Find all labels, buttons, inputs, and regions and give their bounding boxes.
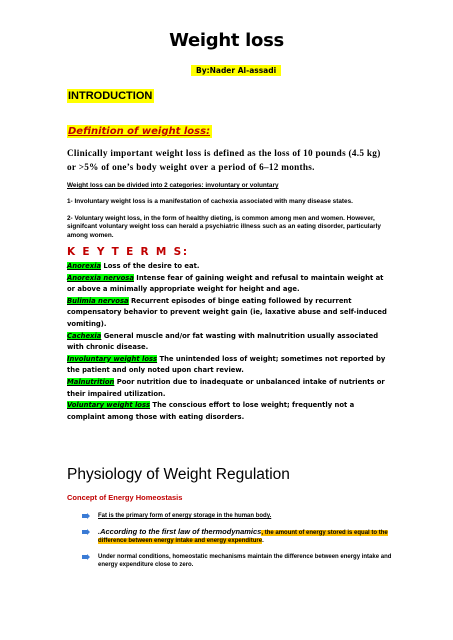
key-terms-list (67, 261, 387, 423)
arrow-bullet-icon (82, 529, 90, 535)
key-term-definition: Poor nutrition due to inadequate or unbalanced intake of nutrients or their impaired utilization. (67, 377, 385, 398)
bullet-tail-text: . (262, 538, 264, 544)
key-term-definition: General muscle and/or fat wasting with malnutrition usually associated with chronic disease. (67, 331, 379, 352)
key-term (67, 331, 387, 354)
definition-line-2: or >5% of one’s body weight over a period of 6–12 months. (67, 162, 315, 172)
key-term (67, 400, 387, 423)
key-term (67, 261, 387, 273)
key-term-name: Bulimia nervosa (67, 296, 129, 305)
definition-heading: Definition of weight loss: (68, 126, 211, 137)
bullet-lead-text: .According to the first law of thermodynamics (98, 527, 262, 536)
key-term-definition: Intense fear of gaining weight and refusal to maintain weight at or above a minimally appropriate weight for height and age. (67, 273, 384, 294)
arrow-bullet-icon (82, 513, 90, 519)
key-term-definition: The unintended loss of weight; sometimes not reported by the patient and only noted upon chart review. (67, 354, 386, 375)
key-term-definition: Recurrent episodes of binge eating followed by recurrent compensatory behavior to prevent weight gain (ie, laxative abuse and self-induced vomiting). (67, 296, 387, 328)
energy-homeostasis-heading: Concept of Energy Homeostasis (67, 493, 183, 502)
involuntary-paragraph: 1- Involuntary weight loss is a manifestation of cachexia associated with many disease states. (67, 198, 353, 205)
key-term-name: Voluntary weight loss (67, 401, 151, 410)
bullet-highlight-text: , the amount of energy stored is equal to the difference between energy intake and energy expenditure (98, 530, 388, 544)
bullet-item (82, 553, 392, 571)
key-term (67, 354, 387, 377)
bullet-item (82, 528, 392, 548)
introduction-heading: INTRODUCTION (68, 90, 153, 102)
key-term (67, 273, 387, 296)
document-title: Weight loss (169, 30, 284, 51)
key-term-definition: Loss of the desire to eat. (101, 262, 200, 270)
definition-line-1: Clinically important weight loss is defined as the loss of 10 pounds (4.5 kg) (67, 148, 381, 158)
key-term-name: Cachexia (67, 331, 102, 340)
key-term-definition: The conscious effort to lose weight; frequently not a complaint among those with eating disorders. (67, 401, 355, 421)
physiology-heading: Physiology of Weight Regulation (67, 466, 290, 483)
key-term (67, 377, 387, 400)
categories-line: Weight loss can be divided into 2 categories: involuntary or voluntary (67, 182, 279, 189)
arrow-bullet-icon (82, 554, 90, 560)
voluntary-paragraph: 2- Voluntary weight loss, in the form of healthy dieting, is common among men and women. However, signifcant voluntary weight loss can herald a psychiatric illness such as an eating disorder, particularly among women. (67, 215, 381, 239)
bullet-text: Under normal conditions, homeostatic mechanisms maintain the difference between energy intake and energy expenditure close to zero. (98, 554, 392, 568)
key-term-name: Anorexia (67, 262, 102, 270)
key-term-name: Malnutrition (67, 377, 115, 386)
key-terms-heading: K E Y T E R M S: (67, 246, 189, 258)
key-term (67, 296, 387, 331)
author-line: By:Nader Al-assadi (191, 65, 281, 76)
bullet-text: Fat is the primary form of energy storage in the human body. (98, 513, 272, 519)
key-term-name: Involuntary weight loss (67, 354, 158, 363)
bullet-item (82, 512, 392, 522)
key-term-name: Anorexia nervosa (67, 273, 134, 282)
